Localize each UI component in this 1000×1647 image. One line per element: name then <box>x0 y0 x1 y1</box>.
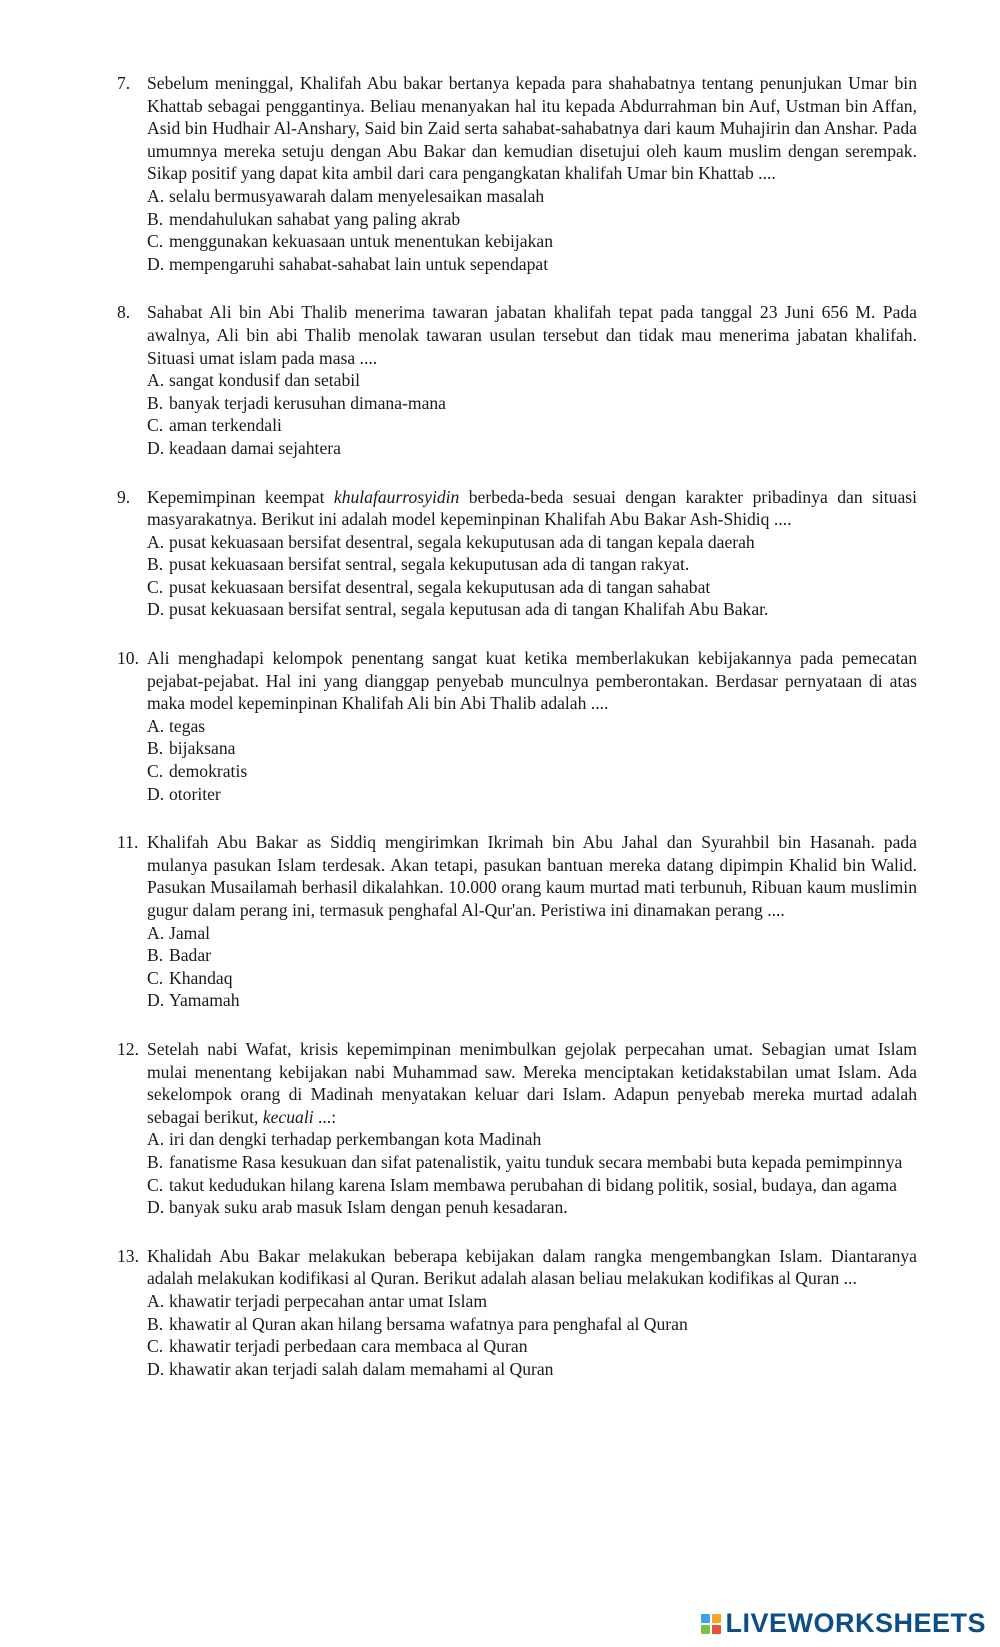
logo-text: LIVEWORKSHEETS <box>725 1608 986 1638</box>
question-text: Setelah nabi Wafat, krisis kepemimpinan menimbulkan gejolak perpecahan umat. Sebagian umat Islam mulai menentang kebijakan nabi Muhammad saw. Mereka menciptakan ketidakstabilan umat Islam. Ada sekelompok orang di Madinah menyatakan keluar dari Islam. Adapun penyebab mereka murtad adalah sebagai berikut, kecuali ...: <box>147 1038 917 1127</box>
option-d[interactable]: D. Yamamah <box>147 990 240 1011</box>
option-a[interactable]: A. sangat kondusif dan setabil <box>147 370 361 391</box>
worksheet <box>117 72 917 1406</box>
question-11 <box>117 831 917 1012</box>
option-d[interactable]: D. otoriter <box>147 783 221 804</box>
option-d[interactable]: D. mempengaruhi sahabat-sahabat lain untuk sependapat <box>147 253 549 274</box>
option-d[interactable]: D. keadaan damai sejahtera <box>147 437 341 458</box>
question-text: Khalidah Abu Bakar melakukan beberapa kebijakan dalam rangka mengembangkan Islam. Diantaranya adalah melakukan kodifikasi al Quran. Berikut adalah alasan beliau melakukan kodifikas al Quran ... <box>147 1245 917 1289</box>
question-text: Khalifah Abu Bakar as Siddiq mengirimkan Ikrimah bin Abu Jahal dan Syurahbil bin Hasanah. pada mulanya pasukan Islam terdesak. Akan tetapi, pasukan bantuan mereka datang dipimpin Khalid bin Walid. Pasukan Musailamah berhasil dikalahkan. 10.000 orang kaum murtad mati terbunuh, Ribuan kaum muslimin gugur dalam perang ini, termasuk penghafal Al-Qur'an. Peristiwa ini dinamakan perang .... <box>147 832 917 920</box>
question-number: 8. <box>117 302 131 323</box>
question-10 <box>117 647 917 805</box>
question-13 <box>117 1245 917 1381</box>
option-a[interactable]: A. pusat kekuasaan bersifat desentral, segala kekuputusan ada di tangan kepala daerah <box>147 531 755 552</box>
question-number: 13. <box>117 1245 139 1266</box>
option-c[interactable]: C. pusat kekuasaan bersifat desentral, segala kekuputusan ada di tangan sahabat <box>147 576 711 597</box>
option-d[interactable]: D. pusat kekuasaan bersifat sentral, segala keputusan ada di tangan Khalifah Abu Bakar. <box>147 599 769 620</box>
question-text: Sahabat Ali bin Abi Thalib menerima tawaran jabatan khalifah tepat pada tanggal 23 Juni 656 M. Pada awalnya, Ali bin abi Thalib menolak tawaran usulan tersebut dan tidak mau menerima jabatan khalifah. Situasi umat islam pada masa .... <box>147 302 917 368</box>
option-d[interactable]: D. banyak suku arab masuk Islam dengan penuh kesadaran. <box>147 1197 568 1218</box>
option-c[interactable]: C. takut kedudukan hilang karena Islam membawa perubahan di bidang politik, sosial, budaya, dan agama <box>147 1174 897 1195</box>
option-a[interactable]: A. selalu bermusyawarah dalam menyelesaikan masalah <box>147 185 545 206</box>
option-a[interactable]: A. iri dan dengki terhadap perkembangan kota Madinah <box>147 1129 542 1150</box>
option-c[interactable]: C. Khandaq <box>147 967 233 988</box>
liveworksheets-logo-icon <box>701 1614 721 1634</box>
question-9 <box>117 486 917 622</box>
option-a[interactable]: A. khawatir terjadi perpecahan antar umat Islam <box>147 1290 488 1311</box>
option-c[interactable]: C. aman terkendali <box>147 415 282 436</box>
question-text: Kepemimpinan keempat khulafaurrosyidin berbeda-beda sesuai dengan karakter pribadinya dan situasi masyarakatnya. Berikut ini adalah model kepeminpinan Khalifah Abu Bakar Ash-Shidiq .... <box>147 486 917 530</box>
question-number: 9. <box>117 486 131 507</box>
option-b[interactable]: B. fanatisme Rasa kesukuan dan sifat patenalistik, yaitu tunduk secara membabi buta kepada pemimpinnya <box>147 1151 903 1172</box>
option-b[interactable]: B. banyak terjadi kerusuhan dimana-mana <box>147 392 446 413</box>
option-b[interactable]: B. pusat kekuasaan bersifat sentral, segala kekuputusan ada di tangan rakyat. <box>147 554 690 575</box>
option-c[interactable]: C. khawatir terjadi perbedaan cara membaca al Quran <box>147 1336 528 1357</box>
question-7 <box>117 72 917 275</box>
option-b[interactable]: B. bijaksana <box>147 738 236 759</box>
option-b[interactable]: B. mendahulukan sahabat yang paling akrab <box>147 208 461 229</box>
question-number: 7. <box>117 73 131 93</box>
option-d[interactable]: D. khawatir akan terjadi salah dalam memahami al Quran <box>147 1358 554 1379</box>
question-number: 12. <box>117 1038 139 1059</box>
option-b[interactable]: B. Badar <box>147 945 212 966</box>
question-12 <box>117 1038 917 1219</box>
question-text: Sebelum meninggal, Khalifah Abu bakar bertanya kepada para shahabatnya tentang penunjukan Umar bin Khattab sebagai penggantinya. Beliau menanyakan hal itu kepada Abdurrahman bin Auf, Ustman bin Affan, Asid bin Hudhair Al-Anshary, Said bin Zaid serta sahabat-sahabatnya dari kaum Muhajirin dan Anshar. Pada umumnya mereka setuju dengan Abu Bakar dan kemudian disetujui oleh kaum muslim dengan serempak. Sikap positif yang dapat kita ambil dari cara pengangkatan khalifah Umar bin Khattab .... <box>147 73 917 184</box>
question-number: 11. <box>117 832 139 853</box>
option-b[interactable]: B. khawatir al Quran akan hilang bersama wafatnya para penghafal al Quran <box>147 1313 688 1334</box>
liveworksheets-logo[interactable] <box>701 1608 986 1639</box>
question-number: 10. <box>117 648 139 669</box>
option-c[interactable]: C. menggunakan kekuasaan untuk menentukan kebijakan <box>147 231 554 252</box>
option-a[interactable]: A. tegas <box>147 715 206 736</box>
option-a[interactable]: A. Jamal <box>147 922 211 943</box>
option-c[interactable]: C. demokratis <box>147 761 248 782</box>
question-8 <box>117 301 917 459</box>
question-text: Ali menghadapi kelompok penentang sangat kuat ketika memberlakukan kebijakannya pada pemecatan pejabat-pejabat. Hal ini yang dianggap penyebab munculnya pemberontakan. Berdasar pernyataan di atas maka model kepeminpinan Khalifah Ali bin Abi Thalib adalah .... <box>147 648 917 714</box>
